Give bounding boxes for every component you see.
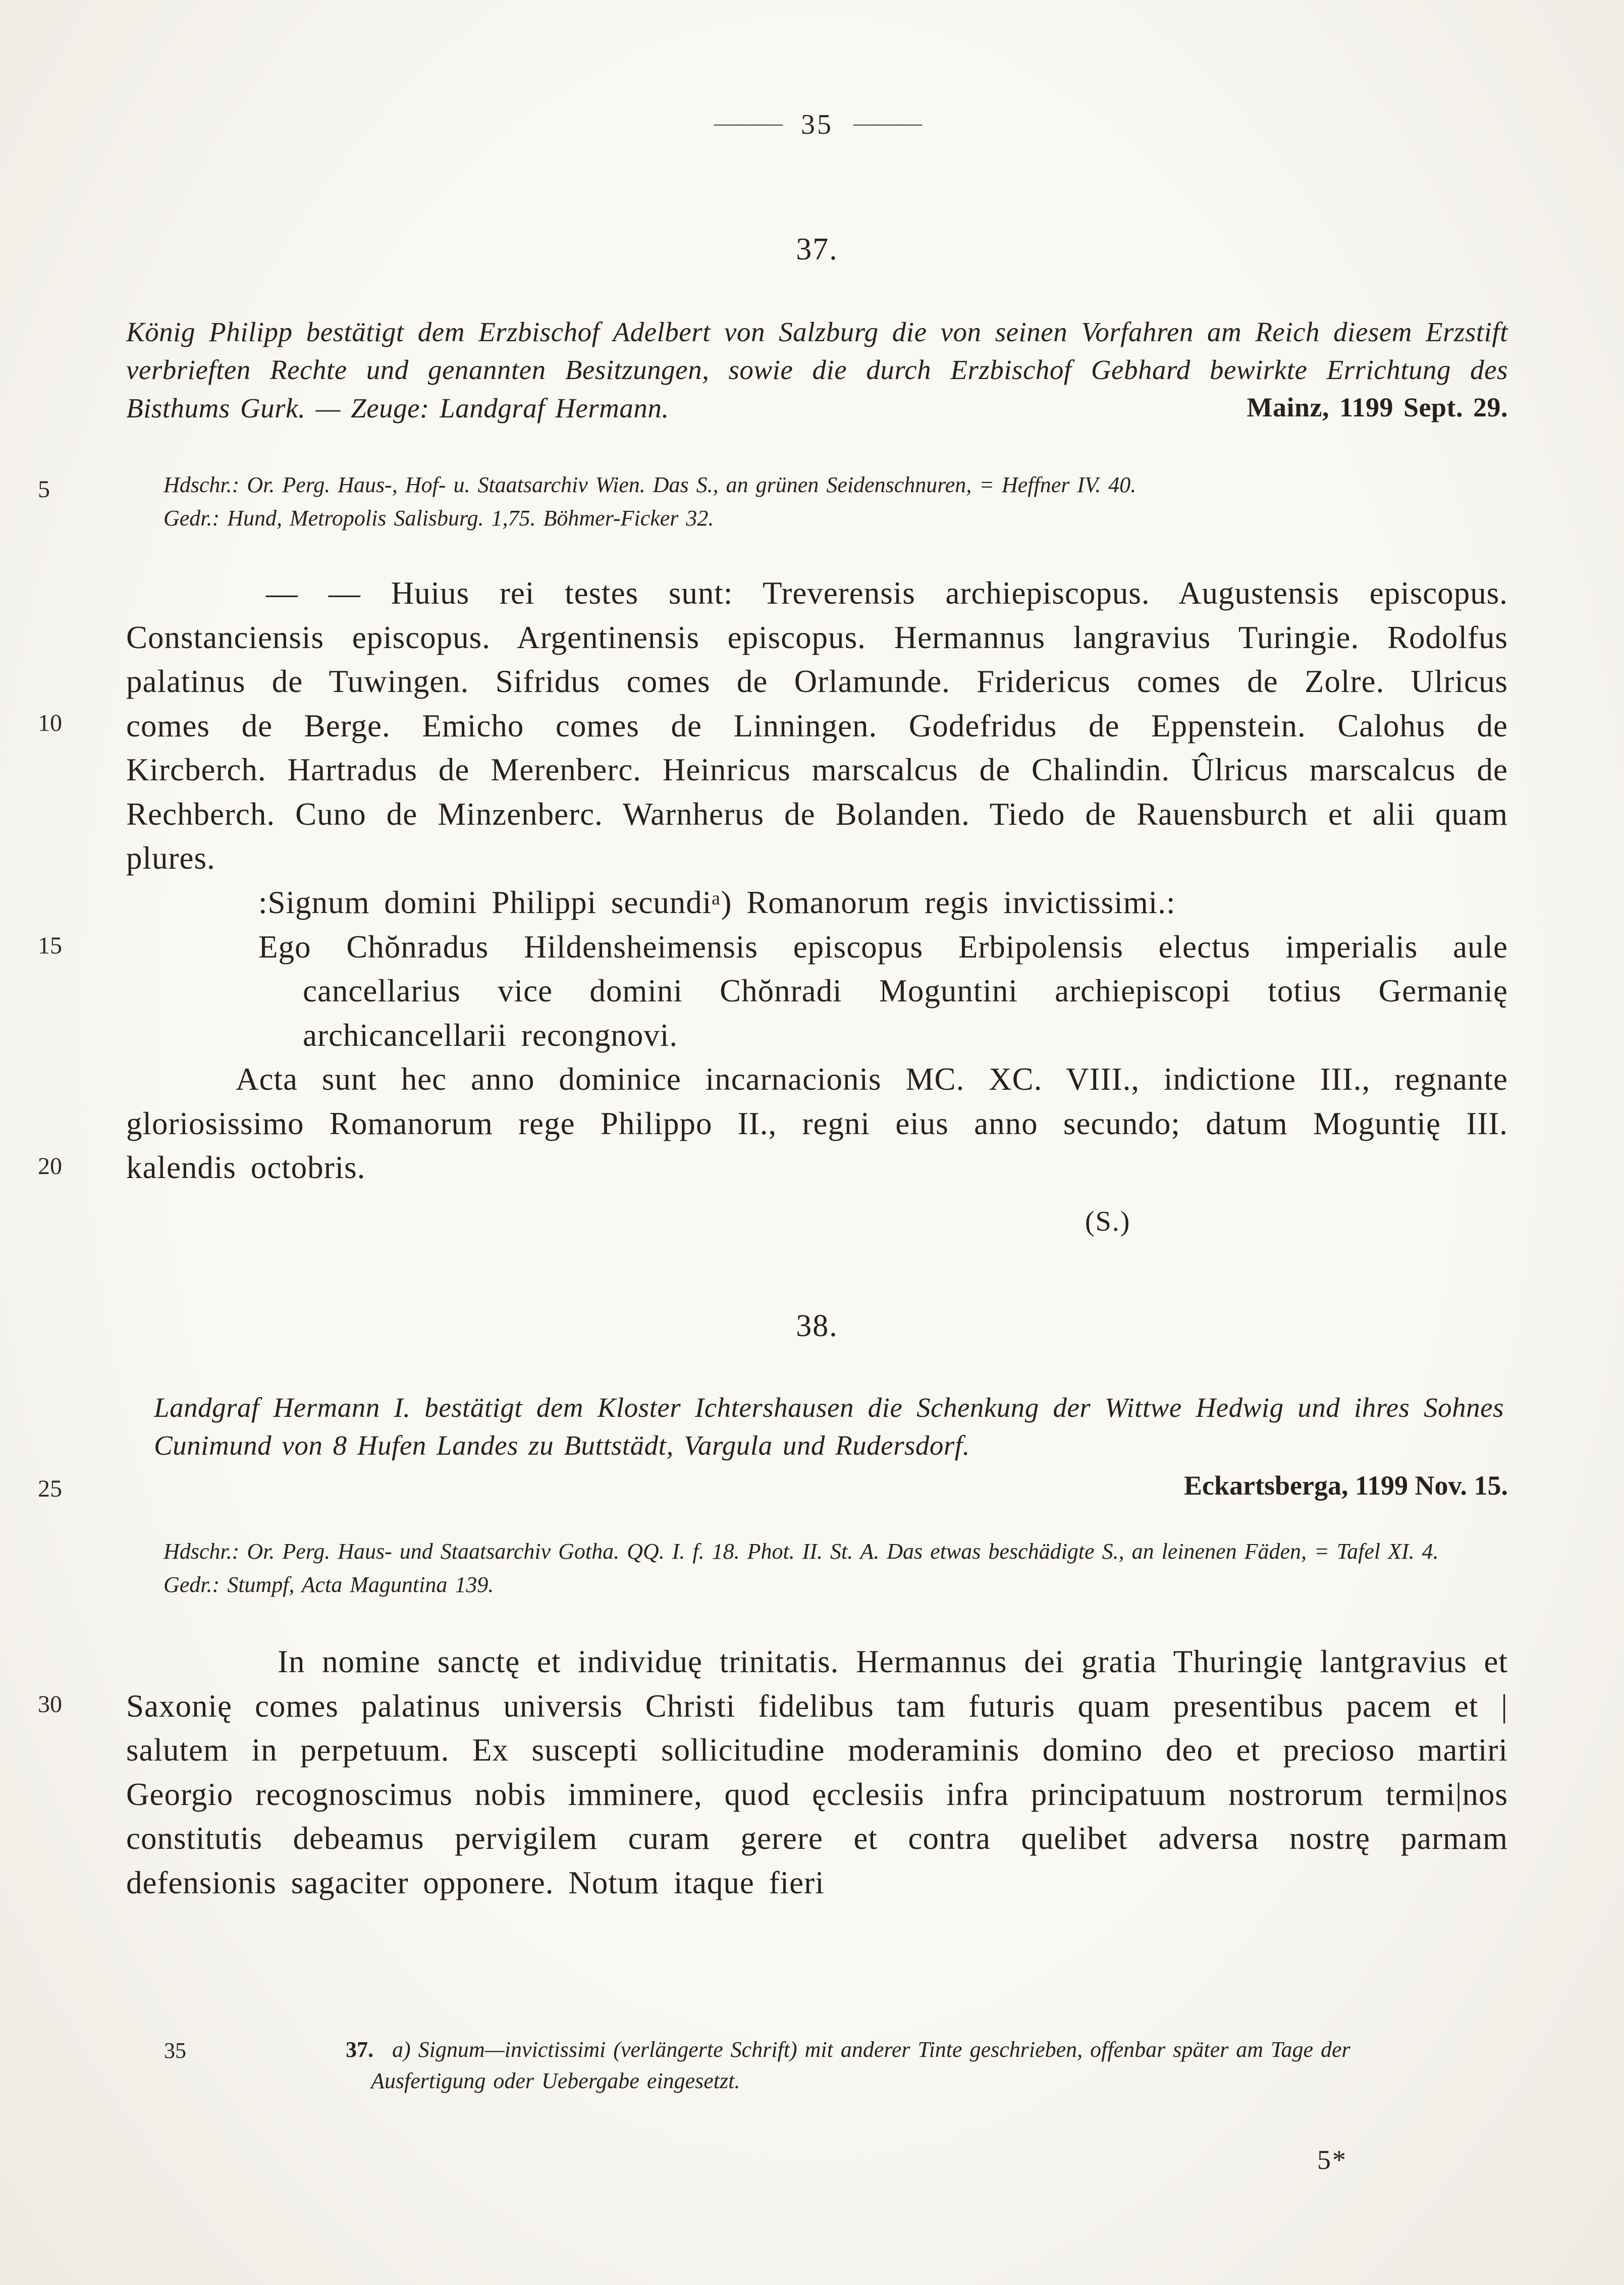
document-37-seal-mark [1085,1205,1508,1238]
footnote-sheet-number: 35 [164,2038,186,2063]
document-38-sources [145,1535,1508,1602]
document-37-body [38,571,1508,1238]
margin-line-number-20: 20 [38,1153,62,1180]
margin-line-number-30: 30 [38,1691,62,1718]
document-37-witnesses-text: — — Huius rei testes sunt: Treverensis archiepiscopus. Augustensis episcopus. Constanciensis episcopus. Argentinensis episcopus. Hermannus langravius Turingie. Rodolfus palatinus de Tuwingen. Sifridus comes de Orlamunde. Fridericus comes de Zolre. Ulricus comes de Berge. Emicho comes de Linningen. Godefridus de Eppenstein. Calohus de Kircberch. Hartradus de Merenberc. Heinricus marscalcus de Chalindin. Ûlricus marscalcus de Rechberch. Cuno de Minzenberc. Warnherus de Bolanden. Tiedo de Rauensburch et alii quam plures. [126,575,1508,876]
signature-mark [1317,2144,1347,2175]
document-38-body [38,1640,1508,1905]
document-38-summary-text: Landgraf Hermann I. bestätigt dem Kloster Ichtershausen die Schenkung der Wittwe Hedwig und ihres Sohnes Cunimund von 8 Hufen Landes zu Buttstädt, Vargula und Rudersdorf. [154,1392,1504,1461]
document-38-summary [154,1389,1504,1465]
header-rule-left: ——— [714,110,781,136]
page-number: 35 [801,109,833,140]
document-37-signum-text: :Signum domini Philippi secundiᵃ) Romanorum regis invictissimi.: [258,884,1176,920]
document-37 [38,232,1508,1238]
footnote-doc-ref: 37. [346,2037,373,2062]
document-37-datum [38,1057,1508,1190]
document-38-source-gedruckt: Gedr.: Stumpf, Acta Maguntina 139. [164,1572,494,1598]
header-rule-right: ——— [853,110,920,136]
seal-mark-text: (S.) [1085,1205,1131,1237]
document-37-witnesses [38,571,1508,881]
document-38-text-body: In nomine sanctę et individuę trinitatis. Hermannus dei gratia Thuringię lantgravius et Saxonię comes palatinus universis Christi fidelibus tam futuris quam presentibus pacem et | salutem in perpetuum. Ex suscepti sollicitudine moderaminis domino deo et precioso martiri Georgio recognoscimus nobis imminere, quod ęcclesiis infra principatuum nostrorum termi|nos constitutis debeamus pervigilem curam gerere et contra quelibet adversa nostrę parmam defensionis sagaciter opponere. Notum itaque fieri [126,1644,1508,1900]
document-37-recognition [38,925,1508,1058]
document-38 [38,1308,1508,1905]
document-37-recognition-text: Ego Chŏnradus Hildensheimensis episcopus Erbipolensis electus imperialis aule cancellarius vice domini Chŏnradi Moguntini archiepiscopi totius Germanię archicancellarii recongnovi. [258,929,1508,1053]
document-38-text [38,1640,1508,1905]
margin-line-number-5: 5 [38,476,50,503]
document-37-summary [126,313,1508,427]
document-37-source-gedruckt: Gedr.: Hund, Metropolis Salisburg. 1,75. Böhmer-Ficker 32. [164,506,714,531]
document-37-sources [38,468,1508,535]
document-37-source-handschrift: Hdschr.: Or. Perg. Haus-, Hof- u. Staatsarchiv Wien. Das S., an grünen Seidenschnuren, = Heffner IV. 40. [164,472,1136,498]
page-content [38,0,1508,2094]
margin-line-number-25: 25 [38,1475,62,1502]
page-header [126,109,1508,141]
footnote-body: a) Signum—invictissimi (verlängerte Schrift) mit anderer Tinte geschrieben, offenbar später am Tage der Ausfertigung oder Uebergabe eingesetzt. [371,2037,1350,2094]
footnote [164,2034,1392,2097]
document-38-source-handschrift: Hdschr.: Or. Perg. Haus- und Staatsarchiv Gotha. QQ. I. f. 18. Phot. II. St. A. Das etwas beschädigte S., an leinenen Fäden, = Tafel XI. 4. [164,1539,1439,1564]
document-37-date-place: Mainz, 1199 Sept. 29. [1247,392,1508,422]
document-38-date-place: Eckartsberga, 1199 Nov. 15. [1184,1470,1508,1501]
document-37-summary-text: König Philipp bestätigt dem Erzbischof Adelbert von Salzburg die von seinen Vorfahren am Reich diesem Erzstift verbrieften Rechte und genannten Besitzungen, sowie die durch Erzbischof Gebhard bewirkte Errichtung des Bisthums Gurk. — Zeuge: Landgraf Hermann. [126,316,1508,423]
footnote-text [252,2034,1392,2097]
document-37-signum [126,881,1508,925]
margin-line-number-10: 10 [38,710,62,737]
margin-line-number-15: 15 [38,932,62,959]
signature-mark-text: 5* [1317,2145,1347,2175]
document-38-number: 38. [796,1308,838,1343]
document-37-number: 37. [796,232,838,267]
document-38-date-line [38,1467,1508,1505]
document-37-datum-text: Acta sunt hec anno dominice incarnacionis MC. XC. VIII., indictione III., regnante gloriosissimo Romanorum rege Philippo II., regni eius anno secundo; datum Moguntię III. kalendis octobris. [126,1061,1508,1186]
